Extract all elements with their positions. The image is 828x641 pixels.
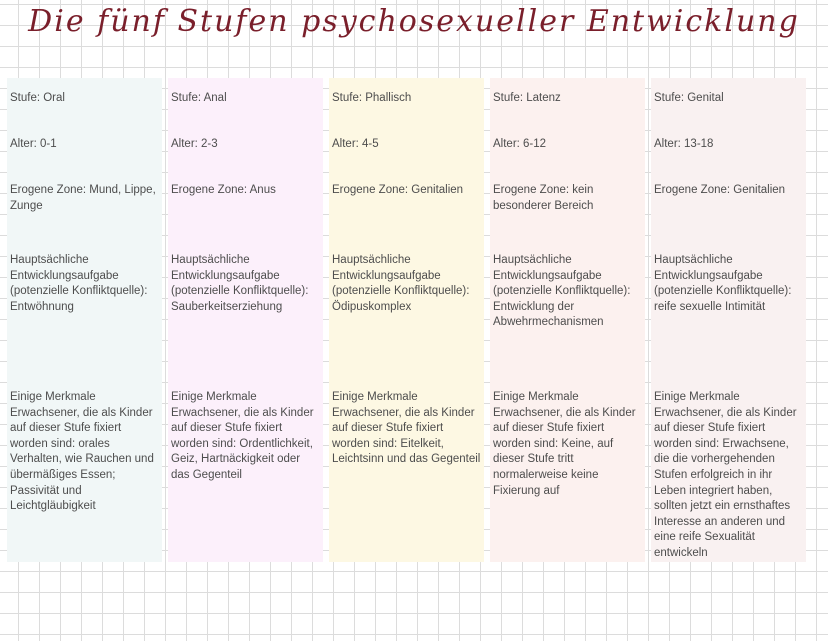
age-label: Alter: 0-1 xyxy=(10,138,57,150)
adult-traits: Einige Merkmale Erwachsener, die als Kinder auf dieser Stufe fixiert worden sind: Erwachsene, die die vorhergehenden Stufen erfolgreich in ihr Leben integriert haben, sollten jetzt ein ernsthaftes Interesse an anderen und eine reife Sexualität entwickeln xyxy=(654,391,797,559)
erogenous-zone: Erogene Zone: Mund, Lippe, Zunge xyxy=(10,184,156,212)
column-oral xyxy=(7,78,162,562)
column-latenz xyxy=(490,78,645,562)
main-task: Hauptsächliche Entwicklungsaufgabe (potenzielle Konfliktquelle): reife sexuelle Intimität xyxy=(654,254,792,313)
adult-traits: Einige Merkmale Erwachsener, die als Kinder auf dieser Stufe fixiert worden sind: Ordentlichkeit, Geiz, Hartnäckigkeit oder das Gegenteil xyxy=(171,391,314,481)
erogenous-zone: Erogene Zone: Genitalien xyxy=(332,184,464,196)
age-label: Alter: 13-18 xyxy=(654,138,714,150)
main-task: Hauptsächliche Entwicklungsaufgabe (potenzielle Konfliktquelle): Sauberkeitserziehung xyxy=(171,254,309,313)
main-task: Hauptsächliche Entwicklungsaufgabe (potenzielle Konfliktquelle): Entwöhnung xyxy=(10,254,148,313)
adult-traits: Einige Merkmale Erwachsener, die als Kinder auf dieser Stufe fixiert worden sind: Keine, auf dieser Stufe tritt normalerweise keine Fixierung auf xyxy=(493,391,636,497)
adult-traits: Einige Merkmale Erwachsener, die als Kinder auf dieser Stufe fixiert worden sind: Eitelkeit, Leichtsinn und das Gegenteil xyxy=(332,391,481,466)
stage-label: Stufe: Oral xyxy=(10,92,65,104)
column-phallisch xyxy=(329,78,484,562)
main-task: Hauptsächliche Entwicklungsaufgabe (potenzielle Konfliktquelle): Ödipuskomplex xyxy=(332,254,470,313)
column-anal xyxy=(168,78,323,562)
column-genital xyxy=(651,78,806,562)
stage-label: Stufe: Genital xyxy=(654,92,724,104)
main-task: Hauptsächliche Entwicklungsaufgabe (potenzielle Konfliktquelle): Entwicklung der Abwehrmechanismen xyxy=(493,254,631,329)
page-title: Die fünf Stufen psychosexueller Entwicklung xyxy=(28,4,800,39)
age-label: Alter: 6-12 xyxy=(493,138,547,150)
erogenous-zone: Erogene Zone: kein besonderer Bereich xyxy=(493,184,594,212)
adult-traits: Einige Merkmale Erwachsener, die als Kinder auf dieser Stufe fixiert worden sind: orales Verhalten, wie Rauchen und übermäßiges Essen; Passivität und Leichtgläubigkeit xyxy=(10,391,154,513)
stage-label: Stufe: Anal xyxy=(171,92,227,104)
erogenous-zone: Erogene Zone: Genitalien xyxy=(654,184,786,196)
age-label: Alter: 4-5 xyxy=(332,138,379,150)
age-label: Alter: 2-3 xyxy=(171,138,218,150)
erogenous-zone: Erogene Zone: Anus xyxy=(171,184,276,196)
stage-label: Stufe: Latenz xyxy=(493,92,561,104)
stage-label: Stufe: Phallisch xyxy=(332,92,412,104)
